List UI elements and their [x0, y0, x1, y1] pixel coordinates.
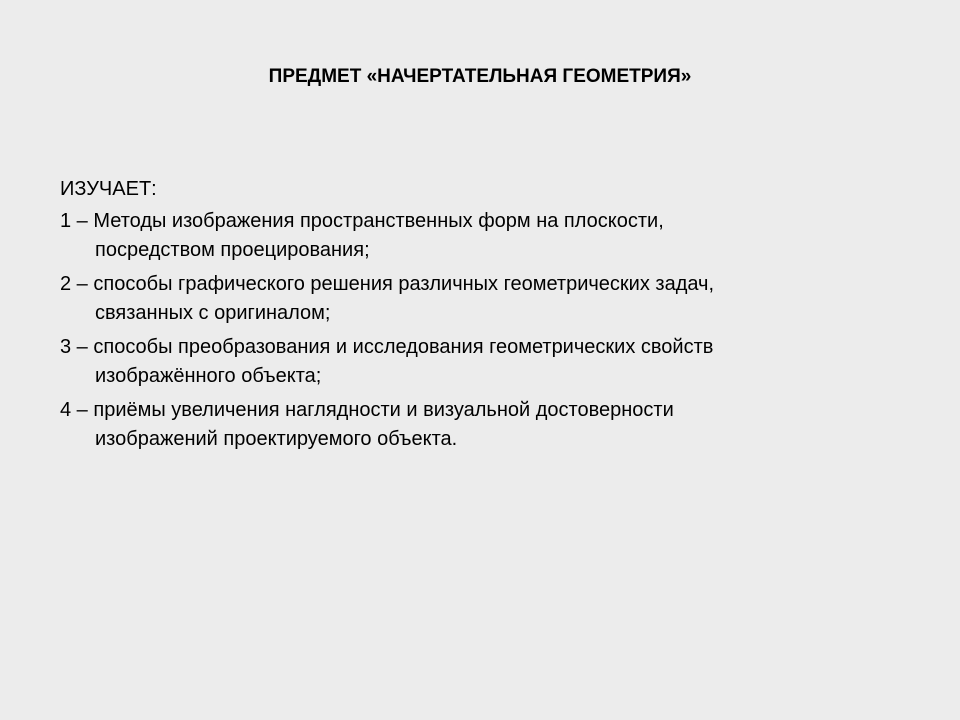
list-item-3-line2: изображённого объекта;	[95, 365, 322, 387]
list-item-4-line1: 4 – приёмы увеличения наглядности и визуальной достоверности	[60, 399, 674, 421]
list-item-1	[60, 207, 920, 265]
list-item-2	[60, 270, 920, 328]
list-item-2-line1: 2 – способы графического решения различных геометрических задач,	[60, 273, 715, 295]
list-item-3	[60, 333, 920, 391]
slide-title: ПРЕДМЕТ «НАЧЕРТАТЕЛЬНАЯ ГЕОМЕТРИЯ»	[268, 66, 692, 87]
list-item-2-line2: связанных с оригиналом;	[95, 302, 331, 324]
intro-heading: ИЗУЧАЕТ:	[60, 178, 157, 200]
slide-body	[60, 176, 920, 459]
list-item-1-line1: 1 – Методы изображения пространственных форм на плоскости,	[60, 210, 664, 232]
list-item-4-line2: изображений проектируемого объекта.	[95, 428, 458, 450]
list-item-4	[60, 396, 920, 454]
list-item-1-line2: посредством проецирования;	[95, 239, 370, 261]
list-item-3-line1: 3 – способы преобразования и исследования геометрических свойств	[60, 336, 714, 358]
topics-list	[60, 207, 920, 454]
